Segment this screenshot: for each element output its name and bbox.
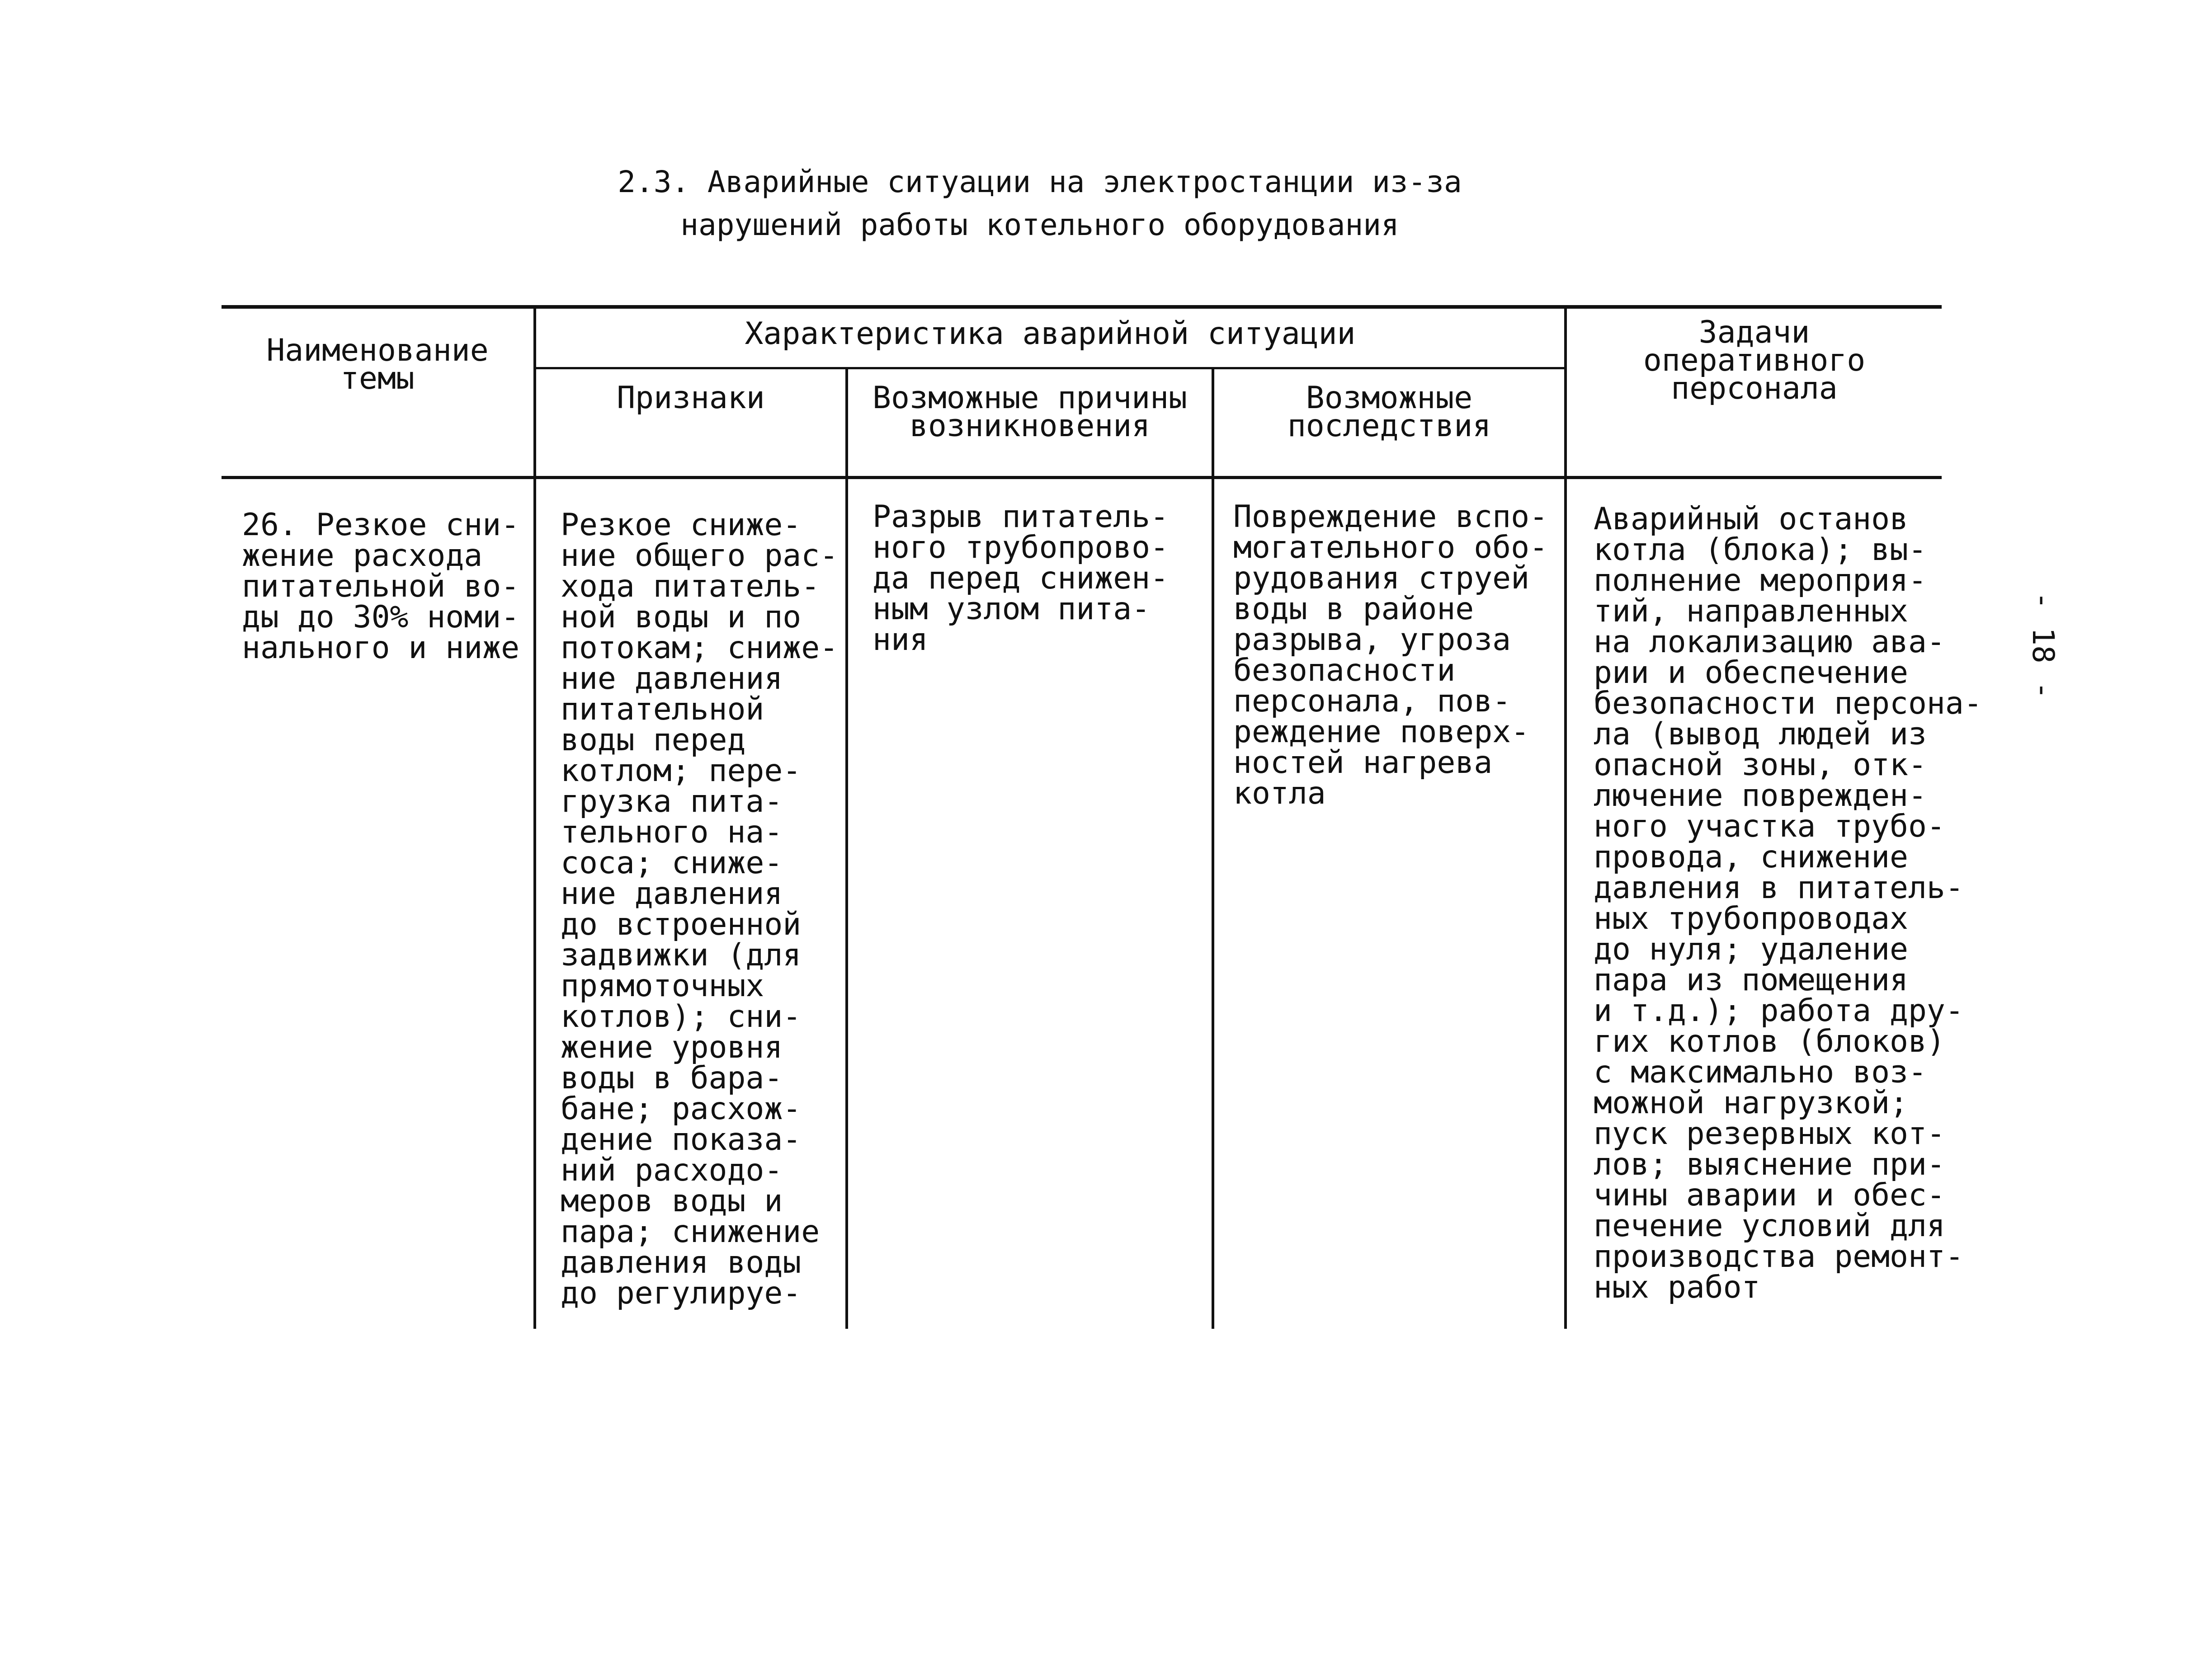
characteristic-group-rule [534, 367, 1566, 369]
row-26-topic: 26. Резкое сни- жение расхода питательной во- ды до 30% номи- нального и ниже [242, 507, 520, 666]
header-characteristic-group: Характеристика аварийной ситуации [745, 316, 1356, 352]
section-title-line-1: 2.3. Аварийные ситуации на электростанции из-за [618, 165, 1462, 199]
table-top-rule [222, 305, 1942, 309]
row-26-causes: Разрыв питатель- ного трубопрово- да перед снижен- ным узлом пита- ния [873, 499, 1169, 658]
row-26-tasks: Аварийный останов котла (блока); вы- полнение мероприя- тий, направленных на локализацию ава- рии и обеспечение безопасности персона- ла (вывод людей из опасной зоны, отк- лючение поврежден- ного участка трубо- провода, снижение давления в питатель- ных трубопроводах до нуля; удаление пара из помещения и т.д.); работа дру- гих котлов (блоков) с максимально воз- можной нагрузкой; пуск резервных кот- лов; выяснение при- чины аварии и обес- печение условий для производства ремонт- ных работ [1594, 501, 1982, 1305]
row-26-consequences: Повреждение вспо- могательного обо- рудования струей воды в районе разрыва, угроза безопасности персонала, пов- реждение поверх- ностей нагрева котла [1233, 499, 1548, 811]
column-divider-1 [533, 306, 536, 1329]
section-title-line-2: нарушений работы котельного оборудования [680, 207, 1399, 242]
header-causes: Возможные причины возникновения [873, 380, 1187, 444]
column-divider-3 [1212, 368, 1214, 1329]
page-number: - 18 - [2026, 591, 2061, 700]
column-divider-2 [845, 368, 848, 1329]
header-bottom-rule [222, 476, 1942, 479]
header-topic: Наименование темы [266, 333, 489, 396]
header-consequences: Возможные последствия [1287, 380, 1491, 444]
header-signs: Признаки [617, 380, 765, 416]
header-tasks: Задачи оперативного персонала [1643, 315, 1866, 406]
row-26-signs: Резкое сниже- ние общего рас- хода питатель- ной воды и по потокам; сниже- ние давления питательной воды перед котлом; пере- грузка пита- тельного на- соса; сниже- ние давления до встроенной задвижки (для прямоточных котлов); сни- жение уровня воды в бара- бане; расхож- дение показа- ний расходо- меров воды и пара; снижение давления воды до регулируе- [561, 507, 839, 1311]
column-divider-4 [1564, 306, 1567, 1329]
